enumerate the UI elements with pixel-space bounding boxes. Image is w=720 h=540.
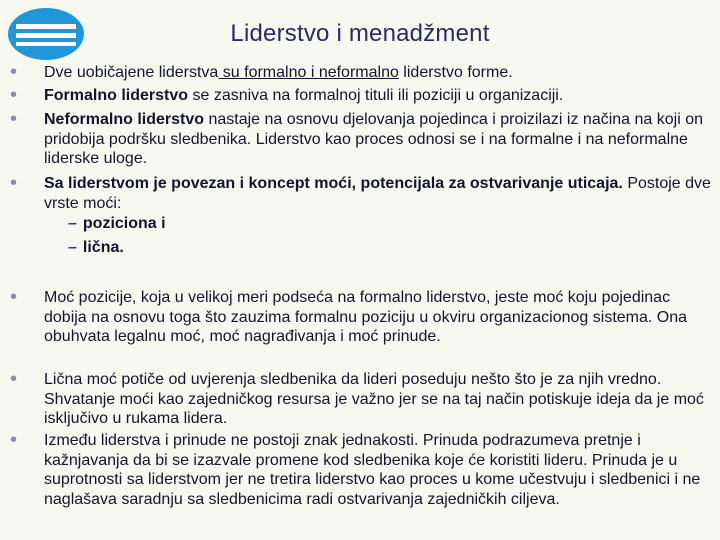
- bullet-text: se zasniva na formalnoj tituli ili poziciji u organizaciji.: [188, 87, 564, 104]
- bullet-text: liderstvo forme: [398, 64, 509, 81]
- bullet-item: [10, 286, 714, 347]
- bullet-text: Dve uobičajene liderstva: [44, 64, 219, 81]
- bullet-term: Neformalno liderstvo: [44, 111, 205, 128]
- bullet-item: [10, 429, 714, 509]
- bullet-item: [10, 61, 714, 83]
- bullet-text: nastaje na osnovu djelovanja pojedinca i proizilazi iz načina na koji on pridobija podršku sledbenika. Liderstvo kao proces odnosi se i na formalne i na neformalne liderske uloge.: [44, 111, 704, 167]
- bullet-icon: •: [10, 108, 18, 130]
- bullet-term: Formalno liderstvo: [44, 87, 189, 104]
- power-type-label: poziciona i: [82, 215, 166, 232]
- dash-icon: –: [68, 239, 77, 256]
- power-type-label: lična.: [82, 239, 124, 256]
- slide-title: Liderstvo i menadžment: [230, 20, 490, 47]
- bullet-term: Sa liderstvom je povezan i koncept moći, potencijala za ostvarivanje uticaja.: [44, 175, 623, 192]
- bullet-text: .: [508, 64, 513, 81]
- bullet-icon: •: [10, 368, 18, 390]
- bullet-text: Između liderstva i prinude ne postoji znak jednakosti. Prinuda podrazumeva pretnje i kažnjavanja da bi se izazvale promene kod sledbenika koje će koristiti lideru. Prinuda je u suprotnosti sa liderstvom jer ne tretira liderstvo kao proces u kome učestvuju i sledbenici i ne naglašava saradnju sa sledbenicima radi ostvarivanja zajedničkih ciljeva.: [44, 432, 701, 508]
- bullet-icon: •: [10, 429, 18, 451]
- bullet-text: Moć pozicije, koja u velikoj meri podseća na formalno liderstvo, jeste moć koju pojedinac dobija na osnovu toga što zauzima formalnu poziciju u okviru organizacionog sistema. Ona obuhvata legalnu moć, moć nagrađivanja i moć prinude.: [44, 289, 688, 345]
- bullet-text: Postoje dve vrste moći:: [44, 175, 711, 212]
- bullet-icon: •: [10, 286, 18, 308]
- power-type-item: [68, 238, 124, 258]
- bullet-item: [10, 84, 714, 106]
- bullet-text-underlined: su formalno i neformalno: [218, 64, 399, 81]
- bullet-icon: •: [10, 61, 18, 83]
- bullet-item: [10, 108, 714, 169]
- power-type-item: [68, 214, 166, 234]
- dash-icon: –: [68, 215, 77, 232]
- bullet-icon: •: [10, 172, 18, 194]
- bullet-item: [10, 172, 714, 213]
- bullet-item: [10, 368, 714, 429]
- bullet-icon: •: [10, 84, 18, 106]
- bullet-text: Lična moć potiče od uvjerenja sledbenika da lideri poseduju nešto što je za njih vredno. Shvatanje moći kao zajedničkog resursa je važno jer se na taj način potiskuje ideja da je moć isključivo u rukama lidera.: [44, 371, 704, 427]
